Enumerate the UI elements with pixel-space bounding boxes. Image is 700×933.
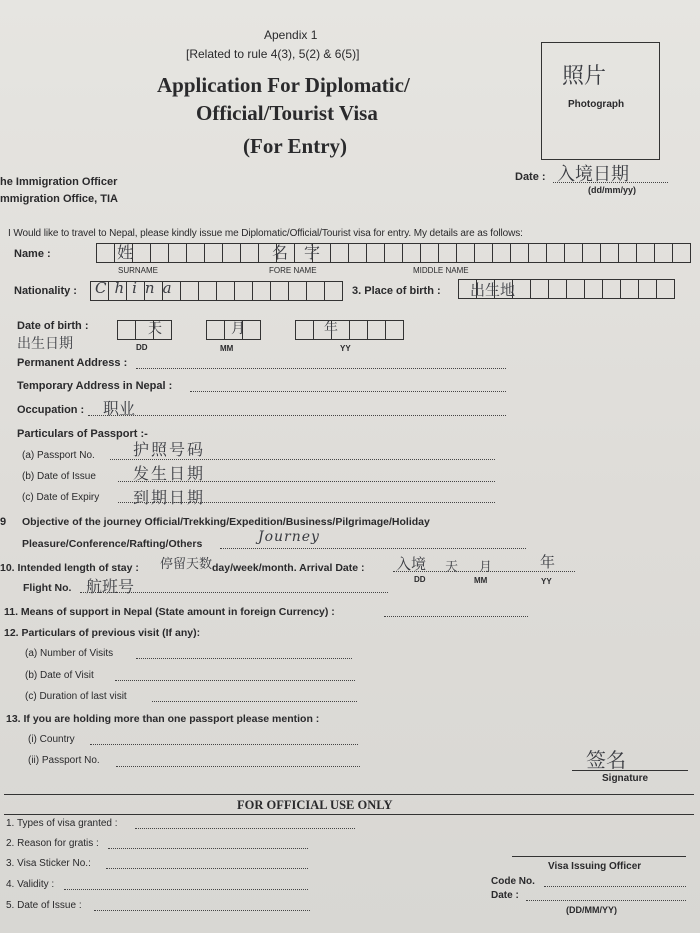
official-date-label: Date :: [491, 890, 519, 901]
form-title-line1: Application For Diplomatic/: [157, 73, 410, 97]
arrival-yy: YY: [541, 577, 552, 586]
date-handwriting: 入境日期: [557, 164, 629, 185]
objective-line1: Objective of the journey Official/Trekking/Expedition/Business/Pilgrimage/Holiday: [22, 516, 430, 528]
dob-yy: YY: [340, 344, 351, 353]
dob-label: Date of birth :: [17, 320, 89, 332]
visa-issuing-officer-label: Visa Issuing Officer: [548, 861, 642, 872]
date-of-issue-label: (b) Date of Issue: [22, 471, 96, 482]
code-no-label: Code No.: [491, 876, 535, 887]
duration-of-visit-label: (c) Duration of last visit: [25, 691, 127, 702]
addressee-line1: he Immigration Officer: [0, 176, 118, 188]
addressee-line2: mmigration Office, TIA: [0, 193, 118, 205]
arrival-mm: MM: [474, 576, 488, 585]
permanent-address-label: Permanent Address :: [17, 357, 128, 369]
number-of-visits-label: (a) Number of Visits: [25, 648, 114, 659]
name-label: Name :: [14, 248, 51, 260]
dob-year-handwriting: 年: [324, 321, 338, 337]
date-format: (dd/mm/yy): [588, 185, 637, 195]
date-of-visit-label: (b) Date of Visit: [25, 670, 94, 681]
objective-handwriting: Journey: [258, 529, 320, 545]
temporary-address-label: Temporary Address in Nepal :: [17, 380, 173, 392]
occupation-handwriting: 职业: [103, 399, 136, 418]
stay-unit-arrival-label: day/week/month. Arrival Date :: [212, 562, 365, 574]
arrival-handwriting-1: 入境: [396, 555, 427, 573]
passport-no-2-label: (ii) Passport No.: [28, 755, 100, 766]
arrival-handwriting-2: 天: [445, 560, 459, 575]
date-of-expiry-label: (c) Date of Expiry: [22, 492, 100, 503]
arrival-handwriting-4: 年: [540, 553, 556, 571]
official-item-5: 5. Date of Issue :: [6, 900, 82, 911]
official-item-4: 4. Validity :: [6, 879, 55, 890]
rule-reference: [Related to rule 4(3), 5(2) & 6(5)]: [186, 47, 360, 61]
official-item-1: 1. Types of visa granted :: [6, 818, 118, 829]
date-of-expiry-handwriting: 到期日期: [133, 488, 206, 507]
dob-mm: MM: [220, 344, 234, 353]
official-use-heading: FOR OFFICIAL USE ONLY: [237, 798, 393, 812]
item-number-9: 9: [0, 516, 7, 528]
nationality-handwriting: China: [95, 279, 180, 297]
dob-year-boxes: [295, 320, 403, 340]
place-of-birth-label: 3. Place of birth :: [352, 285, 441, 297]
passport-no-handwriting: 护照号码: [133, 440, 206, 459]
form-title-line3: (For Entry): [243, 134, 348, 158]
photo-box: [541, 42, 660, 160]
photo-handwriting: 照片: [562, 64, 607, 89]
arrival-dd: DD: [414, 575, 426, 584]
signature-handwriting: 签名: [586, 748, 626, 772]
name-surname-handwriting: 姓: [117, 243, 134, 262]
length-of-stay-handwriting: 停留天数: [160, 557, 213, 572]
arrival-handwriting-3: 月: [479, 560, 493, 575]
middlename-caption: MIDDLE NAME: [413, 266, 469, 275]
means-of-support-label: 11. Means of support in Nepal (State amount in foreign Currency) :: [4, 606, 335, 618]
dob-handwriting: 出生日期: [17, 336, 73, 352]
length-of-stay-label: 10. Intended length of stay :: [0, 562, 139, 574]
surname-caption: SURNAME: [118, 266, 159, 275]
official-item-3: 3. Visa Sticker No.:: [6, 858, 91, 869]
dob-dd: DD: [136, 343, 148, 352]
name-boxes: [96, 243, 690, 263]
objective-line2: Pleasure/Conference/Rafting/Others: [22, 538, 203, 550]
place-of-birth-handwriting: 出生地: [470, 281, 516, 299]
form-title-line2: Official/Tourist Visa: [196, 101, 378, 125]
occupation-label: Occupation :: [17, 404, 85, 416]
forename-caption: FORE NAME: [269, 266, 317, 275]
multiple-passport-label: 13. If you are holding more than one passport please mention :: [6, 713, 320, 725]
dob-month-handwriting: 月: [231, 321, 245, 337]
date-of-issue-handwriting: 发生日期: [133, 464, 206, 483]
flight-no-handwriting: 航班号: [86, 577, 135, 596]
nationality-label: Nationality :: [14, 285, 77, 297]
dob-day-boxes: [117, 320, 171, 340]
name-forename-handwriting: 名字: [272, 243, 337, 262]
appendix-label: Apendix 1: [264, 28, 318, 42]
dob-day-handwriting: 天: [148, 321, 162, 337]
official-date-format: (DD/MM/YY): [566, 905, 617, 915]
passport-no-label: (a) Passport No.: [22, 450, 95, 461]
flight-no-label: Flight No.: [23, 582, 72, 594]
intro-text: I Would like to travel to Nepal, please kindly issue me Diplomatic/Official/Tourist visa for entry. My details are as follows:: [8, 228, 523, 239]
official-item-2: 2. Reason for gratis :: [6, 838, 99, 849]
photo-label: Photograph: [568, 99, 625, 110]
country-label: (i) Country: [28, 734, 75, 745]
previous-visit-label: 12. Particulars of previous visit (If any):: [4, 627, 201, 639]
signature-label: Signature: [602, 773, 649, 784]
date-label: Date :: [515, 171, 546, 183]
passport-particulars-label: Particulars of Passport :-: [17, 428, 148, 440]
